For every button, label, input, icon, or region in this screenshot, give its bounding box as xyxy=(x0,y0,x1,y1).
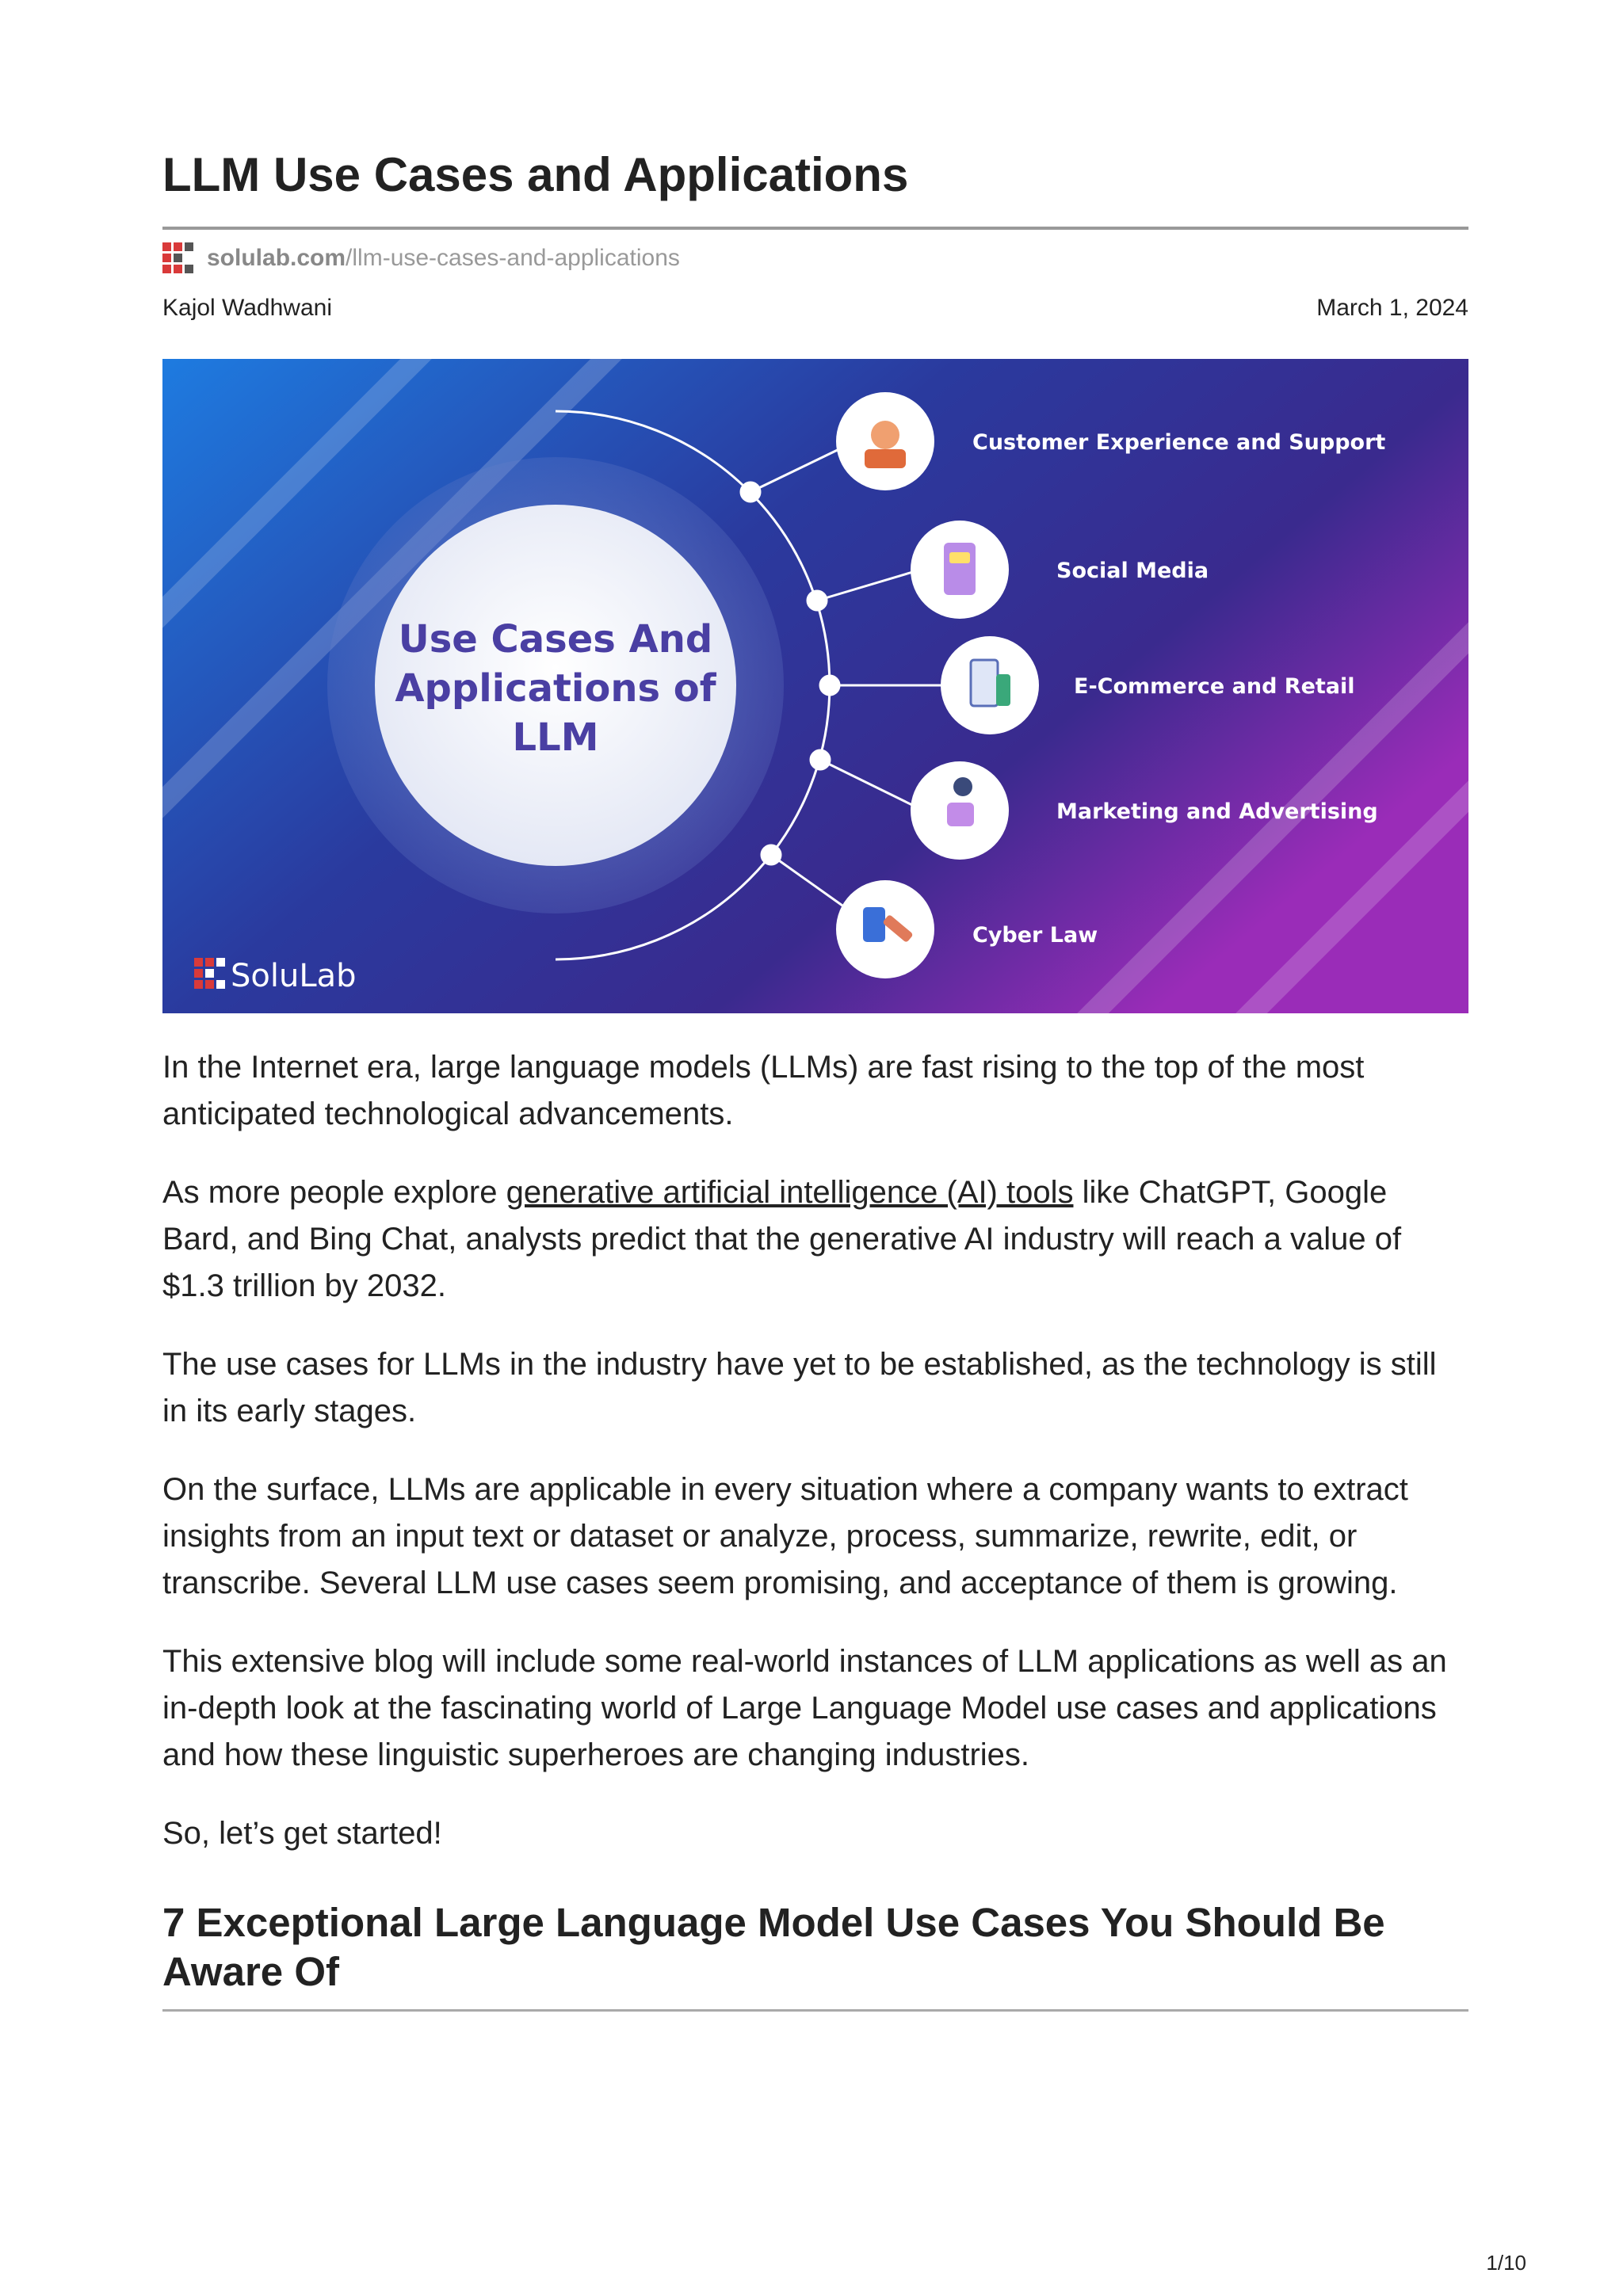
page-indicator: 1/10 xyxy=(1486,2251,1526,2275)
hero-center-line2: Applications of xyxy=(395,666,716,711)
hero-center-line3: LLM xyxy=(512,715,599,760)
generative-ai-tools-link[interactable]: generative artificial intelligence (AI) tools xyxy=(506,1175,1074,1210)
source-path: /llm-use-cases-and-applications xyxy=(346,245,680,271)
source-url[interactable] xyxy=(207,245,680,272)
paragraph: The use cases for LLMs in the industry have yet to be established, as the technology is still in its early stages. xyxy=(162,1347,1437,1428)
source-row xyxy=(162,241,680,276)
paragraph: So, let’s get started! xyxy=(162,1816,442,1851)
source-domain: solulab.com xyxy=(207,245,346,271)
hero-brand-name: SoluLab xyxy=(231,958,357,994)
article-body xyxy=(162,1044,1468,1889)
hero-item-label: Cyber Law xyxy=(972,923,1098,948)
hero-item-label: Social Media xyxy=(1056,559,1209,583)
paragraph: In the Internet era, large language models (LLMs) are fast rising to the top of the most anticipated technological advancements. xyxy=(162,1050,1365,1131)
solulab-logo-icon xyxy=(162,242,194,274)
hero-center-line1: Use Cases And xyxy=(398,617,713,662)
hero-graphic xyxy=(162,359,1468,1013)
hero-item-label: E-Commerce and Retail xyxy=(1074,674,1355,699)
section-heading: 7 Exceptional Large Language Model Use Cases You Should Be Aware Of xyxy=(162,1900,1385,1994)
hero-image xyxy=(162,359,1468,1013)
paragraph: As more people explore generative artificial intelligence (AI) tools like ChatGPT, Google Bard, and Bing Chat, analysts predict that the generative AI industry will reach a value of $1.3 trillion by 2032. xyxy=(162,1175,1402,1303)
article-title: LLM Use Cases and Applications xyxy=(162,148,909,201)
hero-item-label: Marketing and Advertising xyxy=(1056,799,1378,824)
publish-date: March 1, 2024 xyxy=(1316,295,1468,321)
paragraph: On the surface, LLMs are applicable in every situation where a company wants to extract insights from an input text or dataset or analyze, process, summarize, rewrite, edit, or transcribe. Several LLM use cases seem promising, and acceptance of them is growing. xyxy=(162,1472,1408,1600)
hero-item-label: Customer Experience and Support xyxy=(972,430,1386,455)
paragraph: This extensive blog will include some real-world instances of LLM applications as well as an in-depth look at the fascinating world of Large Language Model use cases and applications and how these linguistic superheroes are changing industries. xyxy=(162,1644,1447,1772)
title-divider xyxy=(162,227,1468,230)
author-name: Kajol Wadhwani xyxy=(162,295,332,321)
section-divider xyxy=(162,2009,1468,2012)
